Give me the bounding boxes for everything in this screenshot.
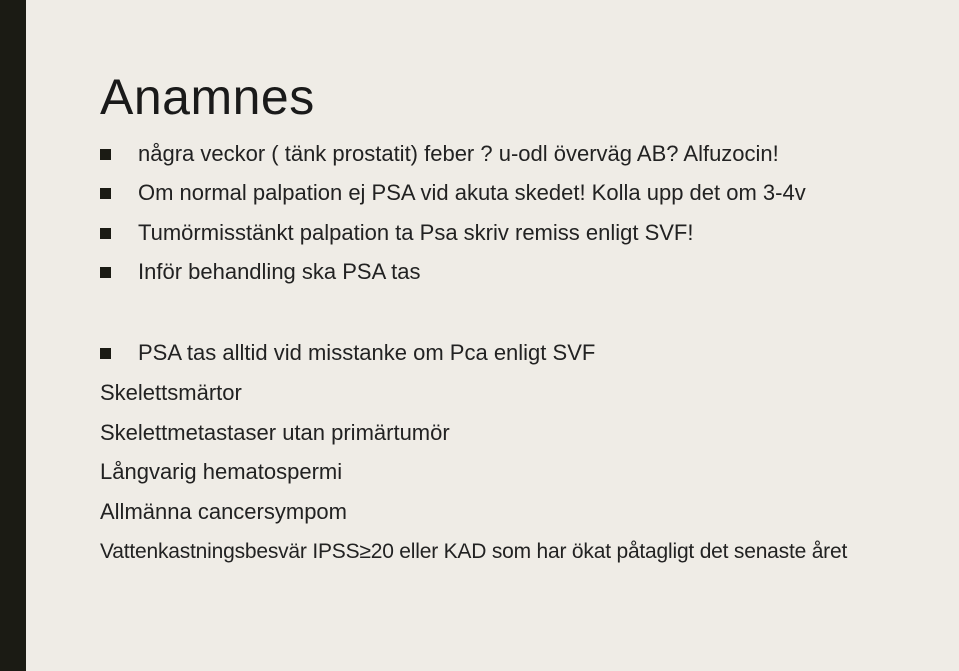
bullet-item [100,220,693,246]
bullet-text: Tumörmisstänkt palpation ta Psa skriv remiss enligt SVF! [138,220,694,245]
bullet-item [100,180,806,206]
square-bullet-icon [100,348,111,359]
plain-line: Långvarig hematospermi [100,459,343,484]
bullet-text: PSA tas alltid vid misstanke om Pca enligt SVF [138,340,596,365]
slide-title: Anamnes [100,69,315,125]
plain-line: Allmänna cancersympom [100,499,347,524]
decorative-side-bar [0,0,26,671]
bullet-text: Inför behandling ska PSA tas [138,259,421,284]
square-bullet-icon [100,228,111,239]
square-bullet-icon [100,149,111,160]
plain-line: Vattenkastningsbesvär IPSS≥20 eller KAD som har ökat påtagligt det senaste året [100,540,848,563]
bullet-item [100,340,595,366]
bullet-item [100,141,779,167]
bullet-item [100,259,421,285]
bullet-text: Om normal palpation ej PSA vid akuta skedet! Kolla upp det om 3-4v [138,180,806,205]
square-bullet-icon [100,267,111,278]
plain-line: Skelettmetastaser utan primärtumör [100,420,450,445]
square-bullet-icon [100,188,111,199]
bullet-text: några veckor ( tänk prostatit) feber ? u-odl överväg AB? Alfuzocin! [138,141,779,166]
plain-line: Skelettsmärtor [100,380,242,405]
